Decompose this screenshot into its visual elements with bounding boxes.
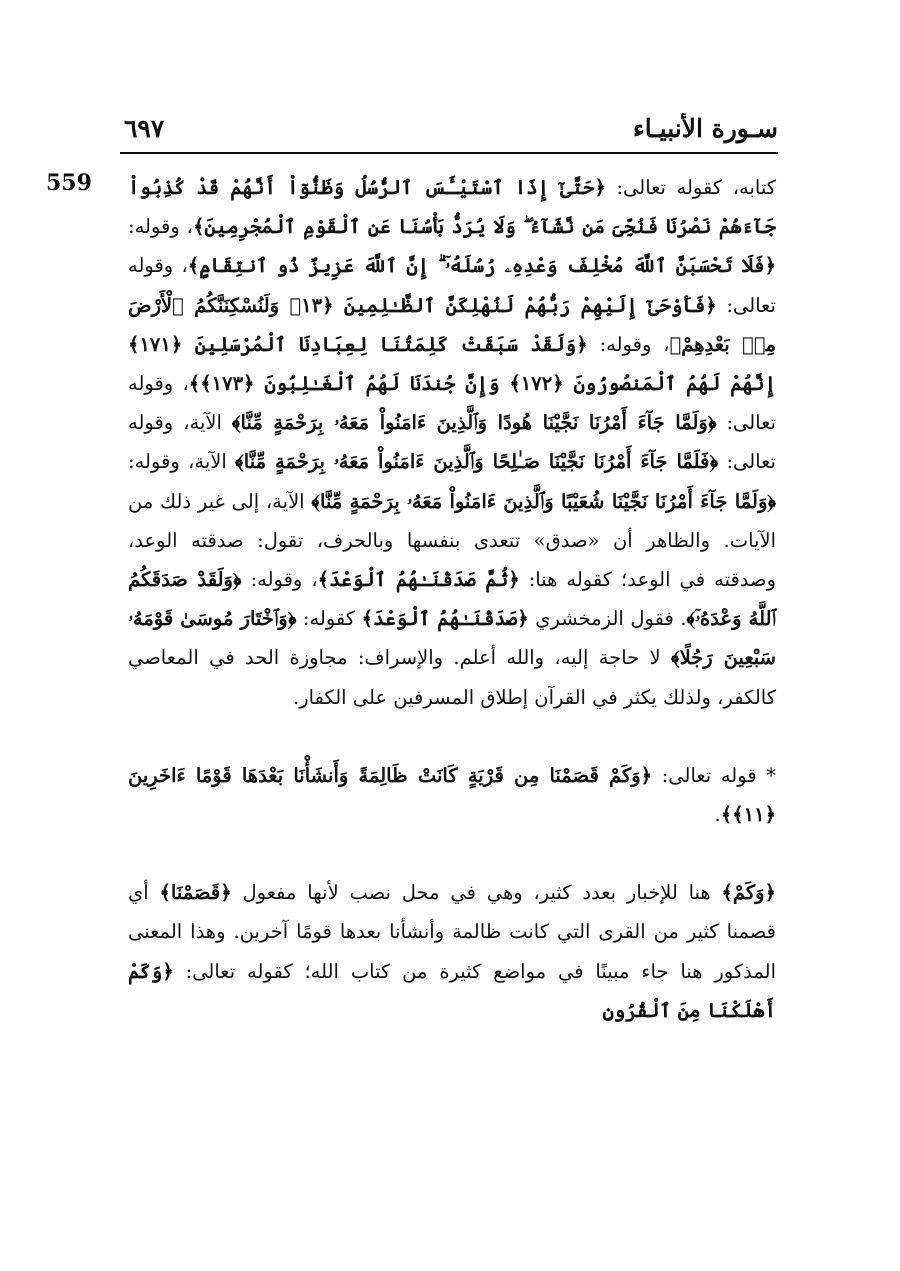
- quran-verse: ﴿وَكَمْ أَهْلَكْنَا مِنَ ٱلْقُرُونِ: [128, 959, 776, 1022]
- quran-verse: ﴿قَصَمْنَا﴾: [159, 881, 232, 905]
- text-segment: أي قصمنا كثير من القرى التي كانت ظالمة وأنشأنا بعدها قومًا آخرين. وهذا المعنى المذكور هنا جاء مبينًا في مواضع كثيرة من كتاب الله؛ كقوله تعالى:: [128, 881, 776, 983]
- text-segment: . فقول الزمخشري: [528, 607, 687, 631]
- text-segment: لا حاجة إليه، والله أعلم. والإسراف: مجاوزة الحد في المعاصي كالكفر، ولذلك يكثر في القرآن إطلاق المسرفين على الكفار.: [128, 646, 776, 709]
- quran-verse: ﴿وَلَمَّا جَآءَ أَمْرُنَا نَجَّيْنَا شُعَيْبًا وَٱلَّذِينَ ءَامَنُواْ مَعَهُۥ بِرَحْمَةٍ مِّنَّا﴾: [311, 489, 776, 513]
- quran-verse: ﴿فَلَا تَحْسَبَنَّ ٱللَّهَ مُخْلِفَ وَعْدِهِۦ رُسُلَهُۥٓ ۗ إِنَّ ٱللَّهَ عَزِيزٌ ذُو ٱنتِقَامٍ﴾: [187, 254, 777, 278]
- text-segment: الآية، إلى غير ذلك من الآيات. والظاهر أن «صدق» تتعدى بنفسها وبالحرف، تقول: صدقته الوعد، وصدقته في الوعد؛ كقوله هنا:: [128, 489, 777, 592]
- quran-verse: ﴿ثُمَّ صَدَقْنَـٰهُمُ ٱلْوَعْدَ﴾: [317, 568, 520, 592]
- paragraph: [128, 168, 776, 717]
- quran-verse: ﴿صَدَقْنَـٰهُمُ ٱلْوَعْدَ﴾: [361, 607, 529, 631]
- paragraph: [128, 873, 776, 1030]
- quran-verse: ﴿وَٱخْتَارَ مُوسَىٰ قَوْمَهُۥ سَبْعِينَ رَجُلًا﴾: [128, 607, 776, 670]
- text-segment: ، وقوله:: [587, 332, 670, 356]
- text-segment: هنا للإخبار بعدد كثير، وهي في محل نصب لأنها مفعول: [231, 881, 722, 905]
- quran-verse: ﴿وَكَمْ قَصَمْنَا مِن قَرْيَةٍ كَانَتْ ظَالِمَةً وَأَنشَأْنَا بَعْدَهَا قَوْمًا ءَاخَرِينَ ﴿١١﴾﴾: [128, 763, 776, 827]
- quran-verse: ﴿وَلَقَدْ سَبَقَتْ كَلِمَتُنَا لِعِبَادِنَا ٱلْمُرْسَلِينَ ﴿١٧١﴾ إِنَّهُمْ لَهُمُ ٱلْمَنصُورُونَ ﴿١٧٢﴾ وَإِنَّ جُندَنَا لَهُمُ ٱلْغَـٰلِبُونَ ﴿١٧٣﴾﴾: [128, 332, 776, 396]
- text-segment: الآية، وقوله:: [128, 450, 236, 474]
- text-segment: ، وقوله:: [241, 568, 318, 592]
- text-segment: ، وقوله:: [128, 215, 193, 239]
- quran-verse: ﴿وَلَمَّا جَآءَ أَمْرُنَا نَجَّيْنَا هُودًا وَٱلَّذِينَ ءَامَنُواْ مَعَهُۥ بِرَحْمَةٍ مِّنَّا﴾: [231, 411, 717, 435]
- text-segment: ، وقوله تعالى:: [128, 254, 776, 317]
- paragraph: [128, 756, 776, 834]
- running-title: سـورة الأنبيـاء: [632, 114, 778, 143]
- quran-verse: ﴿فَأَوْحَىٰٓ إِلَيْهِمْ رَبُّهُمْ لَنُهْلِكَنَّ ٱلظَّـٰلِمِينَ ﴿١٣﴾ وَلَنُسْكِنَنَّكُمُ ٱلْأَرْضَ مِنۢ بَعْدِهِمْ﴾: [128, 293, 776, 356]
- page-header: [120, 112, 778, 154]
- text-segment: الآية، وقوله تعالى:: [128, 411, 776, 474]
- text-segment: ، وقوله تعالى:: [128, 372, 776, 435]
- text-segment: كتابه، كقوله تعالى:: [605, 176, 776, 199]
- margin-number: 559: [46, 170, 92, 196]
- body-text: [128, 168, 776, 1030]
- page-number: ٦٩٧: [124, 114, 165, 143]
- quran-verse: ﴿وَكَمْ﴾: [721, 881, 776, 905]
- text-segment: .: [714, 803, 721, 827]
- text-segment: * قوله تعالى:: [652, 763, 776, 787]
- quran-verse: ﴿فَلَمَّا جَآءَ أَمْرُنَا نَجَّيْنَا صَـٰلِحًا وَٱلَّذِينَ ءَامَنُواْ مَعَهُۥ بِرَحْمَةٍ مِّنَّا﴾: [235, 450, 719, 474]
- text-segment: كقوله:: [296, 607, 362, 631]
- quran-verse: ﴿حَتَّىٰٓ إِذَا ٱسْتَيْـَٔسَ ٱلرُّسُلُ وَظَنُّوٓاْ أَنَّهُمْ قَدْ كُذِبُواْ جَآءَهُمْ نَصْرُنَا فَنُجِّىَ مَن نَّشَآءُ ۖ وَلَا يُرَدُّ بَأْسُنَا عَنِ ٱلْقَوْمِ ٱلْمُجْرِمِينَ﴾: [128, 176, 776, 239]
- quran-verse: ﴿وَلَقَدْ صَدَقَكُمُ ٱللَّهُ وَعْدَهُۥٓ﴾: [128, 568, 776, 631]
